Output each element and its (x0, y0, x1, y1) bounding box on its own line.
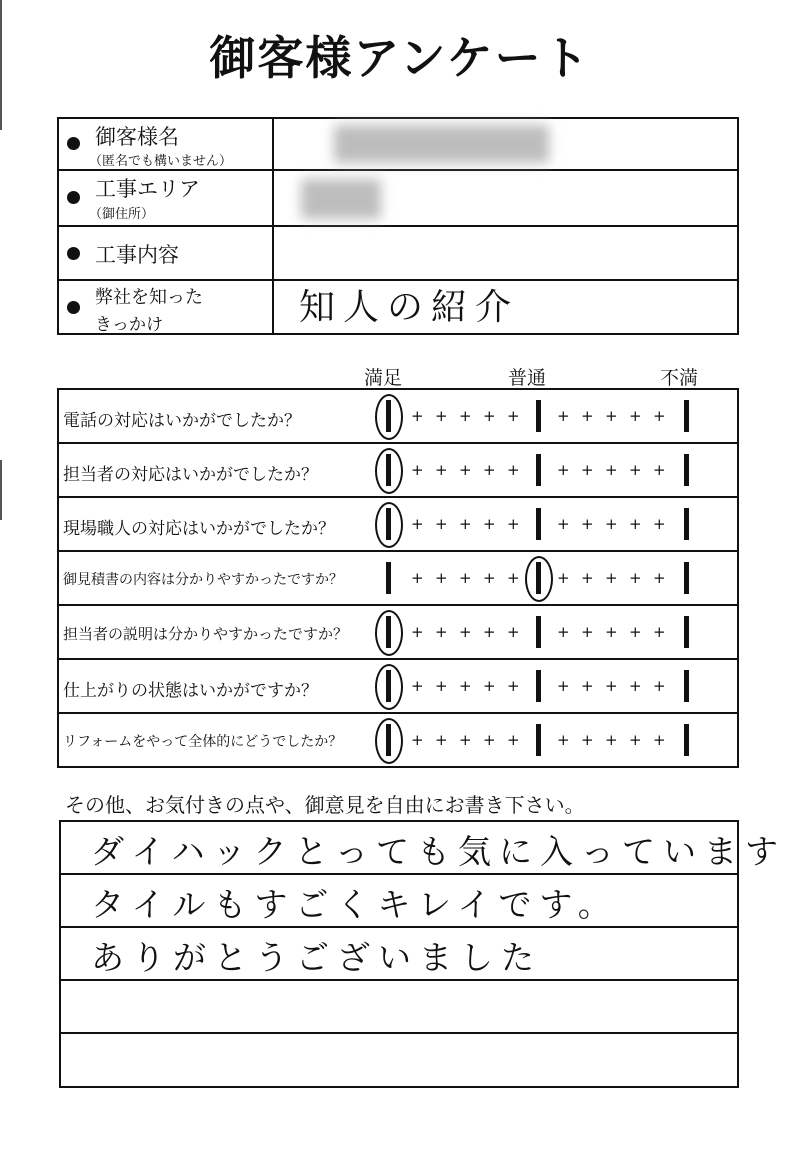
scale-tick[interactable]: + (483, 677, 496, 695)
scale-tick[interactable]: + (483, 731, 496, 749)
scale-tick[interactable]: + (653, 515, 666, 533)
scale-bar[interactable] (536, 670, 541, 702)
scale-tick[interactable]: + (483, 569, 496, 587)
rating-row (59, 660, 737, 714)
scale-bar[interactable] (684, 616, 689, 648)
scale-tick[interactable]: + (483, 515, 496, 533)
info-label-cell (59, 171, 274, 225)
redacted-name (334, 125, 549, 163)
scale-tick[interactable]: + (411, 461, 424, 479)
scale-tick[interactable]: + (653, 623, 666, 641)
scale-bar[interactable] (386, 562, 391, 594)
scale-tick[interactable]: + (411, 569, 424, 587)
info-row-name (59, 119, 737, 171)
scale-tick[interactable]: + (411, 407, 424, 425)
info-label-cell (59, 227, 274, 279)
info-row-area (59, 171, 737, 227)
scale-tick[interactable]: + (581, 731, 594, 749)
page-title: 御客様アンケート (209, 31, 591, 85)
answer-circle-mark (375, 502, 403, 548)
scale-tick[interactable]: + (653, 569, 666, 587)
rating-row (59, 444, 737, 498)
scale-tick[interactable]: + (557, 569, 570, 587)
scale-tick[interactable]: + (605, 731, 618, 749)
scale-tick[interactable]: + (483, 623, 496, 641)
scale-tick[interactable]: + (653, 461, 666, 479)
scale-tick[interactable]: + (507, 569, 520, 587)
scale-tick[interactable]: + (557, 461, 570, 479)
scale-tick[interactable]: + (629, 407, 642, 425)
answer-circle-mark (375, 718, 403, 764)
rating-row (59, 714, 737, 768)
scale-tick[interactable]: + (411, 623, 424, 641)
scale-tick[interactable]: + (435, 515, 448, 533)
question-text: 電話の対応はいかがでしたか？ (63, 410, 301, 431)
scale-tick[interactable]: + (629, 677, 642, 695)
scale-tick[interactable]: + (557, 515, 570, 533)
bullet-icon (67, 191, 80, 204)
info-label-cell (59, 281, 274, 333)
label-work-content: 工事内容 (95, 243, 179, 267)
scale-satisfied: 満足 (364, 367, 403, 389)
question-text: 担当者の対応はいかがでしたか？ (63, 464, 318, 485)
answer-circle-mark (375, 448, 403, 494)
scale-tick[interactable]: + (605, 461, 618, 479)
info-label-cell (59, 119, 274, 169)
scale-tick[interactable]: + (629, 461, 642, 479)
scale-bar[interactable] (536, 400, 541, 432)
label-how-you-knew: 弊社を知った (95, 287, 203, 308)
scale-tick[interactable]: + (507, 407, 520, 425)
scale-tick[interactable]: + (605, 515, 618, 533)
scale-tick[interactable]: + (581, 677, 594, 695)
comment-line (61, 875, 737, 928)
info-row-how (59, 281, 737, 333)
comment-box (59, 820, 787, 1088)
scale-tick[interactable]: + (581, 515, 594, 533)
scale-bar[interactable] (536, 454, 541, 486)
scale-tick[interactable]: + (507, 515, 520, 533)
scale-bar[interactable] (536, 616, 541, 648)
scale-tick[interactable]: + (459, 677, 472, 695)
label-work-area: 工事エリア (95, 177, 200, 201)
bullet-icon (67, 301, 80, 314)
scale-bar[interactable] (684, 508, 689, 540)
question-text: 担当者の説明は分かりやすかったですか？ (63, 624, 349, 643)
scale-tick[interactable]: + (459, 515, 472, 533)
scale-tick[interactable]: + (435, 623, 448, 641)
scale-tick[interactable]: + (581, 569, 594, 587)
label-customer-name: 御客様名 (95, 125, 179, 149)
bullet-icon (67, 137, 80, 150)
scale-tick[interactable]: + (435, 677, 448, 695)
rating-table (57, 388, 739, 768)
comment-text: タイルもすごくキレイです。 (91, 885, 619, 924)
comment-text: ダイハックとっても気に入っています (91, 832, 787, 871)
scale-bar[interactable] (536, 508, 541, 540)
scale-tick[interactable]: + (411, 515, 424, 533)
scan-edge-left-lower (0, 460, 2, 520)
scale-normal: 普通 (508, 367, 547, 389)
scale-tick[interactable]: + (605, 569, 618, 587)
label-work-area-note: （御住所） (89, 207, 155, 222)
scale-tick[interactable]: + (557, 623, 570, 641)
scale-tick[interactable]: + (557, 407, 570, 425)
answer-circle-mark (375, 394, 403, 440)
scale-tick[interactable]: + (459, 569, 472, 587)
scale-dissatisfied: 不満 (660, 367, 699, 389)
bullet-icon (67, 247, 80, 260)
comment-label: その他、お気付きの点や、御意見を自由にお書き下さい。 (65, 793, 585, 817)
answer-circle-mark (375, 610, 403, 656)
scale-tick[interactable]: + (507, 623, 520, 641)
scale-tick[interactable]: + (459, 407, 472, 425)
scale-tick[interactable]: + (605, 407, 618, 425)
info-row-work (59, 227, 737, 281)
scale-tick[interactable]: + (459, 461, 472, 479)
rating-row (59, 606, 737, 660)
rating-row (59, 552, 737, 606)
scale-tick[interactable]: + (629, 515, 642, 533)
scale-bar[interactable] (684, 562, 689, 594)
scale-tick[interactable]: + (507, 731, 520, 749)
comment-line (61, 928, 737, 981)
comment-text: ありがとうございました (91, 938, 542, 977)
scale-tick[interactable]: + (653, 407, 666, 425)
scale-bar[interactable] (684, 454, 689, 486)
comment-line (61, 1034, 737, 1087)
comment-line (61, 822, 787, 875)
scale-tick[interactable]: + (629, 623, 642, 641)
label-customer-name-note: （匿名でも構いません） (89, 154, 233, 169)
answer-circle-mark (375, 664, 403, 710)
scale-tick[interactable]: + (605, 623, 618, 641)
question-text: 御見積書の内容は分かりやすかったですか？ (63, 572, 343, 588)
scale-tick[interactable]: + (557, 677, 570, 695)
how-you-knew-value: 知人の紹介 (299, 287, 520, 328)
scale-tick[interactable]: + (483, 407, 496, 425)
label-how-you-knew-sub: きっかけ (95, 315, 163, 335)
customer-info-table (57, 117, 739, 335)
redacted-address (301, 179, 381, 219)
question-text: 現場職人の対応はいかがでしたか？ (63, 518, 335, 539)
question-text: 仕上がりの状態はいかがですか？ (63, 680, 318, 701)
scale-tick[interactable]: + (435, 569, 448, 587)
scale-tick[interactable]: + (483, 461, 496, 479)
scale-tick[interactable]: + (411, 731, 424, 749)
scale-tick[interactable]: + (581, 407, 594, 425)
scale-tick[interactable]: + (435, 461, 448, 479)
scale-bar[interactable] (684, 724, 689, 756)
rating-row (59, 498, 737, 552)
scale-tick[interactable]: + (507, 677, 520, 695)
scale-tick[interactable]: + (459, 731, 472, 749)
scale-tick[interactable]: + (653, 677, 666, 695)
rating-row (59, 390, 737, 444)
comment-line (61, 981, 737, 1034)
scale-tick[interactable]: + (581, 623, 594, 641)
scale-tick[interactable]: + (459, 623, 472, 641)
answer-circle-mark (525, 556, 553, 602)
scale-tick[interactable]: + (557, 731, 570, 749)
scale-tick[interactable]: + (629, 731, 642, 749)
scale-bar[interactable] (536, 724, 541, 756)
scale-bar[interactable] (684, 400, 689, 432)
scale-tick[interactable]: + (435, 731, 448, 749)
scale-tick[interactable]: + (653, 731, 666, 749)
scale-tick[interactable]: + (435, 407, 448, 425)
question-text: リフォームをやって全体的にどうでしたか？ (63, 734, 343, 750)
scale-tick[interactable]: + (629, 569, 642, 587)
scale-tick[interactable]: + (605, 677, 618, 695)
scale-tick[interactable]: + (507, 461, 520, 479)
scale-tick[interactable]: + (581, 461, 594, 479)
scale-bar[interactable] (684, 670, 689, 702)
scale-tick[interactable]: + (411, 677, 424, 695)
